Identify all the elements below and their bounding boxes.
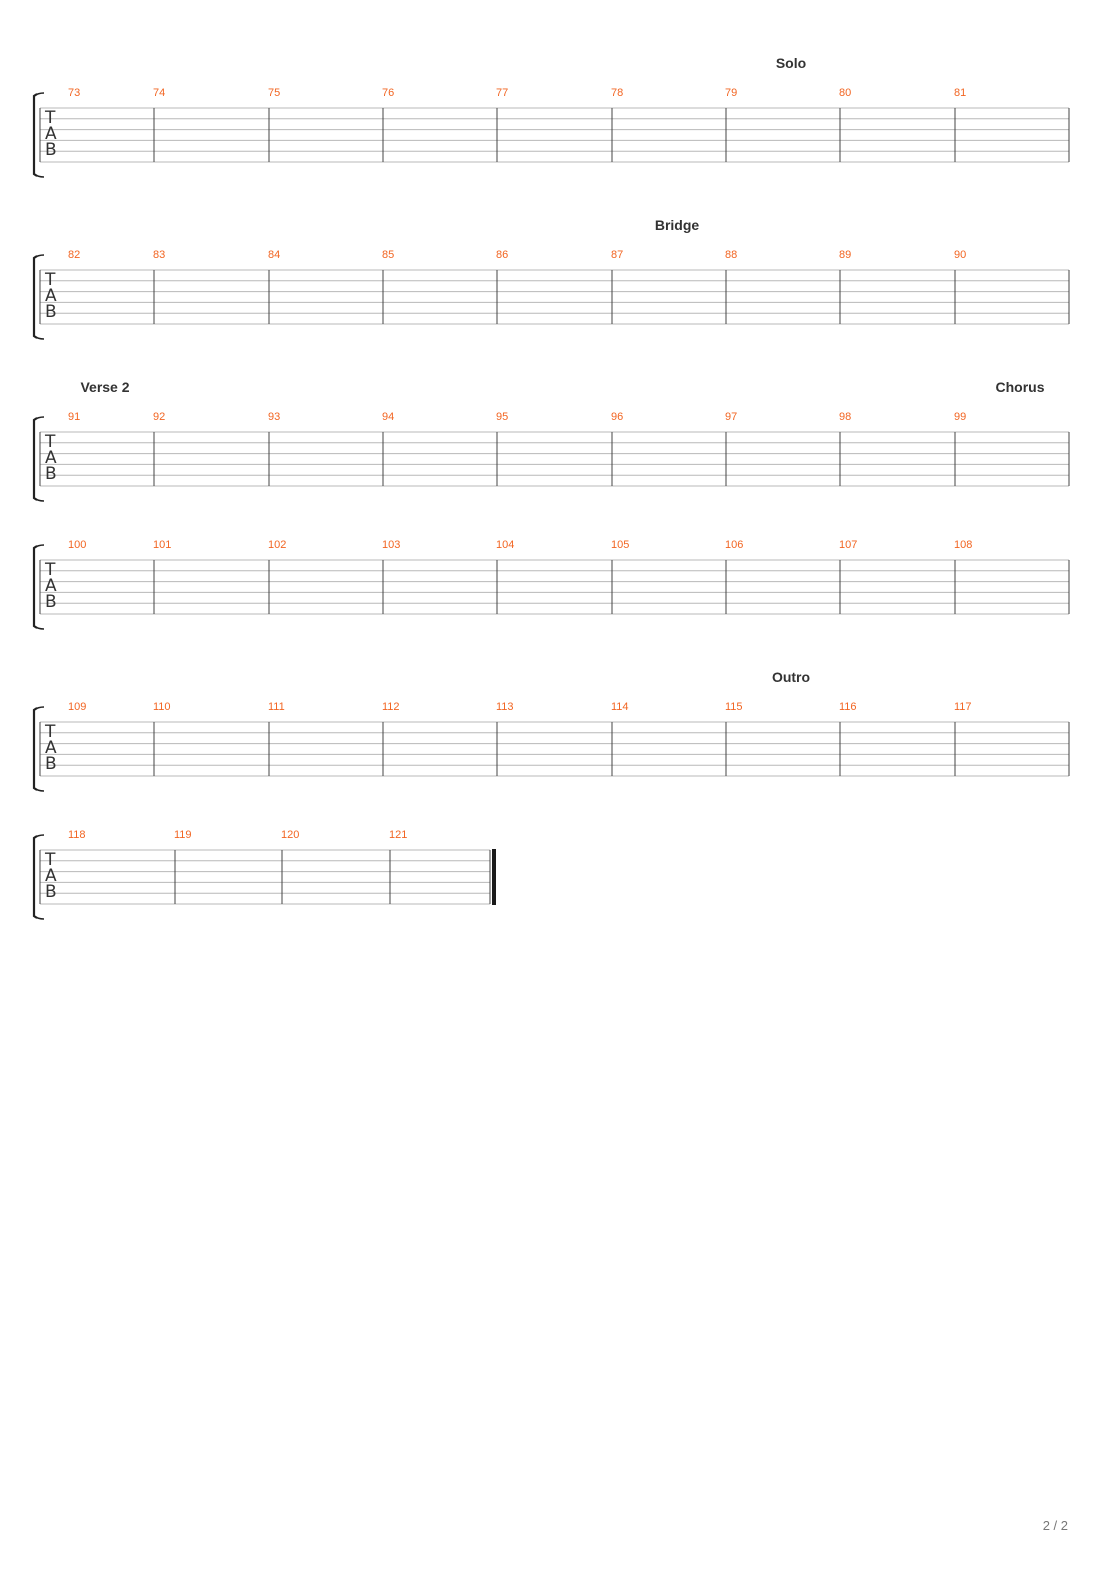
section-label: Verse 2 bbox=[80, 379, 130, 395]
measure-number: 116 bbox=[839, 701, 857, 713]
measure-number: 78 bbox=[611, 87, 624, 99]
measure-number: 107 bbox=[839, 539, 858, 551]
measure-number: 89 bbox=[839, 249, 852, 261]
measure-number: 90 bbox=[954, 249, 967, 261]
system-bracket-top-hook bbox=[34, 417, 44, 420]
tab-clef-letter: B bbox=[45, 140, 57, 160]
measure-number: 105 bbox=[611, 539, 630, 551]
system-bracket-bottom-hook bbox=[34, 336, 44, 339]
section-label: Solo bbox=[775, 55, 807, 71]
measure-number: 84 bbox=[268, 249, 281, 261]
measure-number: 88 bbox=[725, 249, 738, 261]
system-bracket bbox=[34, 708, 37, 790]
tab-clef-letter: T bbox=[45, 722, 56, 742]
measure-number: 113 bbox=[496, 701, 514, 713]
system-bracket bbox=[34, 546, 37, 628]
measure-number: 98 bbox=[839, 411, 852, 423]
page-number: 2 / 2 bbox=[1042, 1518, 1068, 1533]
measure-number: 91 bbox=[68, 411, 81, 423]
measure-number: 81 bbox=[954, 87, 967, 99]
measure-number: 112 bbox=[382, 701, 400, 713]
tab-system bbox=[34, 829, 496, 919]
system-bracket-top-hook bbox=[34, 835, 44, 838]
measure-number: 103 bbox=[382, 539, 401, 551]
tab-system bbox=[34, 379, 1069, 501]
tab-system bbox=[34, 55, 1069, 177]
measure-number: 111 bbox=[268, 701, 285, 713]
final-barline bbox=[492, 849, 496, 905]
measure-number: 95 bbox=[496, 411, 509, 423]
tab-clef-letter: A bbox=[45, 576, 57, 596]
measure-number: 100 bbox=[68, 539, 87, 551]
tab-clef-letter: B bbox=[45, 754, 57, 774]
tab-clef-letter: A bbox=[45, 124, 57, 144]
tab-clef-letter: A bbox=[45, 866, 57, 886]
tab-clef-letter: T bbox=[45, 850, 56, 870]
system-bracket-top-hook bbox=[34, 545, 44, 548]
measure-number: 92 bbox=[153, 411, 166, 423]
measure-number: 82 bbox=[68, 249, 81, 261]
tab-clef-letter: B bbox=[45, 302, 57, 322]
measure-number: 87 bbox=[611, 249, 624, 261]
tab-clef-letter: A bbox=[45, 738, 57, 758]
measure-number: 94 bbox=[382, 411, 395, 423]
tab-clef-letter: T bbox=[45, 270, 56, 290]
measure-number: 119 bbox=[174, 829, 192, 841]
section-label: Chorus bbox=[995, 379, 1045, 395]
tab-system bbox=[34, 669, 1069, 791]
measure-number: 114 bbox=[611, 701, 629, 713]
tab-system bbox=[34, 217, 1069, 339]
system-bracket-bottom-hook bbox=[34, 788, 44, 791]
measure-number: 117 bbox=[954, 701, 972, 713]
measure-number: 93 bbox=[268, 411, 281, 423]
measure-number: 108 bbox=[954, 539, 973, 551]
system-bracket-top-hook bbox=[34, 255, 44, 258]
measure-number: 77 bbox=[496, 87, 509, 99]
measure-number: 96 bbox=[611, 411, 624, 423]
tab-clef-letter: T bbox=[45, 108, 56, 128]
measure-number: 109 bbox=[68, 701, 87, 713]
measure-number: 99 bbox=[954, 411, 967, 423]
tab-clef-letter: B bbox=[45, 464, 57, 484]
section-label: Bridge bbox=[654, 217, 700, 233]
measure-number: 73 bbox=[68, 87, 81, 99]
measure-number: 118 bbox=[68, 829, 86, 841]
measure-number: 101 bbox=[153, 539, 172, 551]
system-bracket bbox=[34, 418, 37, 500]
measure-number: 85 bbox=[382, 249, 395, 261]
system-bracket bbox=[34, 94, 37, 176]
system-bracket-top-hook bbox=[34, 707, 44, 710]
measure-number: 120 bbox=[281, 829, 300, 841]
system-bracket-bottom-hook bbox=[34, 626, 44, 629]
measure-number: 80 bbox=[839, 87, 852, 99]
tab-clef-letter: A bbox=[45, 286, 57, 306]
system-bracket bbox=[34, 256, 37, 338]
system-bracket-bottom-hook bbox=[34, 174, 44, 177]
measure-number: 104 bbox=[496, 539, 515, 551]
measure-number: 102 bbox=[268, 539, 287, 551]
system-bracket-bottom-hook bbox=[34, 916, 44, 919]
section-label: Outro bbox=[771, 669, 811, 685]
tab-system bbox=[34, 539, 1069, 629]
measure-number: 115 bbox=[725, 701, 743, 713]
system-bracket-top-hook bbox=[34, 93, 44, 96]
measure-number: 110 bbox=[153, 701, 171, 713]
measure-number: 79 bbox=[725, 87, 738, 99]
measure-number: 76 bbox=[382, 87, 395, 99]
measure-number: 83 bbox=[153, 249, 166, 261]
system-bracket bbox=[34, 836, 37, 918]
measure-number: 121 bbox=[389, 829, 408, 841]
measure-number: 97 bbox=[725, 411, 738, 423]
measure-number: 75 bbox=[268, 87, 281, 99]
tab-clef-letter: B bbox=[45, 592, 57, 612]
tab-clef-letter: A bbox=[45, 448, 57, 468]
measure-number: 74 bbox=[153, 87, 166, 99]
measure-number: 86 bbox=[496, 249, 509, 261]
tab-clef-letter: B bbox=[45, 882, 57, 902]
measure-number: 106 bbox=[725, 539, 744, 551]
tab-clef-letter: T bbox=[45, 560, 56, 580]
system-bracket-bottom-hook bbox=[34, 498, 44, 501]
tab-clef-letter: T bbox=[45, 432, 56, 452]
